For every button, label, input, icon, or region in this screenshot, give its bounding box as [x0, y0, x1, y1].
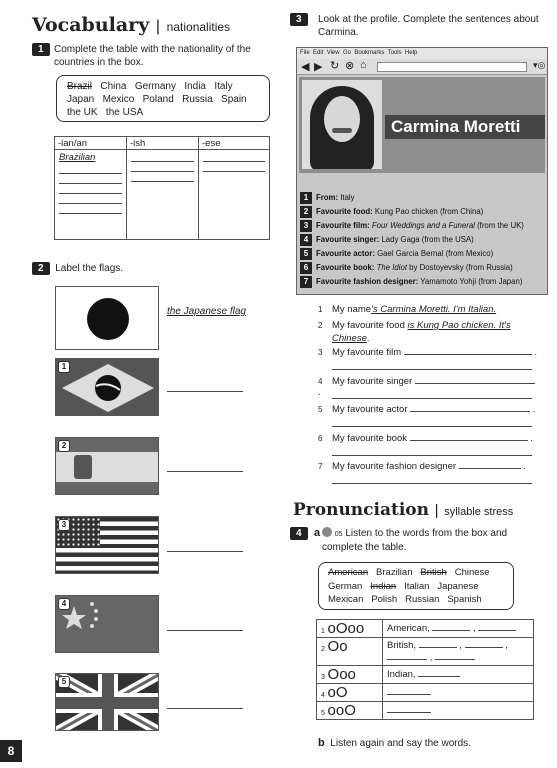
- audio-track: 05: [334, 531, 343, 538]
- menu-tools[interactable]: Tools: [387, 50, 402, 56]
- ex1-instruction: Complete the table with the nationality of the countries in the box.: [54, 44, 251, 68]
- table-header: -ian/an: [55, 137, 127, 150]
- ex3-instruction: Look at the profile. Complete the sentences about Carmina.: [318, 14, 539, 38]
- sentence-5: 5 My favourite actor .: [318, 404, 536, 415]
- answer-line[interactable]: [332, 455, 532, 456]
- pron-heading: Pronunciation | syllable stress: [293, 500, 514, 520]
- spain-coat-of-arms: [74, 455, 92, 479]
- country-word: Italy: [214, 81, 233, 92]
- country-word: China: [100, 81, 127, 92]
- menu-edit[interactable]: Edit: [313, 50, 324, 56]
- country-row-2: [67, 93, 259, 106]
- menu-go[interactable]: Go: [342, 50, 351, 56]
- country-word: Mexico: [102, 94, 135, 105]
- sentence-7: 7 My favourite fashion designer .: [318, 461, 527, 472]
- home-icon[interactable]: ⌂: [360, 59, 367, 71]
- ex4-part-b-instruction: Listen again and say the words.: [330, 738, 471, 749]
- ex4-part-a: a: [314, 527, 321, 539]
- flag-answer-line[interactable]: [167, 551, 243, 552]
- country-word: Russia: [182, 94, 213, 105]
- stop-icon[interactable]: ⊗: [345, 60, 355, 72]
- ex3-header: [290, 13, 540, 39]
- example-answer: Brazilian: [59, 152, 96, 163]
- country-word: Japan: [67, 94, 95, 105]
- flag-japan: [55, 286, 159, 350]
- answer-line[interactable]: [332, 398, 532, 399]
- go-icon[interactable]: ▾◎: [533, 60, 546, 70]
- word-box: [318, 562, 514, 610]
- stress-row: 4 oO: [317, 684, 534, 702]
- profile-name-banner: [385, 115, 545, 139]
- ex4-header: [290, 527, 548, 554]
- table-col-ian[interactable]: [55, 150, 127, 240]
- country-box: [56, 75, 270, 122]
- menu-file[interactable]: File: [300, 50, 310, 56]
- browser-menu-bar: [297, 48, 547, 59]
- profile-row: 2 Favourite food: Kung Pao chicken (from China): [300, 206, 544, 219]
- table-col-ish[interactable]: [127, 150, 199, 240]
- profile-row: 4 Favourite singer: Lady Gaga (from the USA): [300, 234, 544, 247]
- ex4-instruction: Listen to the words from the box and complete the table.: [322, 528, 508, 553]
- menu-bookmarks[interactable]: Bookmarks: [354, 50, 385, 56]
- flag-number: 5: [58, 676, 70, 688]
- country-word: Germany: [134, 81, 176, 92]
- nationality-table: [54, 136, 270, 240]
- country-row-1: [67, 80, 259, 93]
- stress-row: 3 Ooo Indian,: [317, 666, 534, 684]
- profile-row: 5 Favourite actor: Gael Garcia Bernal (from Mexico): [300, 248, 544, 261]
- sentence-3: 3 My favourite film .: [318, 347, 538, 358]
- flag-china: [55, 595, 159, 653]
- sentence-2: 2 My favourite food is Kung Pao chicken. It's Chinese.: [318, 320, 511, 344]
- sentence-4: 4 My favourite singer .: [318, 376, 540, 398]
- vocab-title: Vocabulary: [32, 14, 150, 36]
- flag-answer-line[interactable]: [167, 630, 243, 631]
- pron-subtitle: syllable stress: [444, 506, 514, 518]
- table-header: -ese: [199, 137, 270, 150]
- vocab-subtitle: nationalities: [166, 20, 231, 34]
- flag-spain: [55, 437, 159, 495]
- country-word: Brazil: [67, 81, 93, 92]
- country-word: the UK: [67, 107, 98, 118]
- flag-number: 1: [58, 361, 70, 373]
- profile-row: 1 From: Italy: [300, 192, 544, 205]
- word-row-1: American Brazilian British Chinese: [328, 567, 490, 578]
- profile-photo: [302, 80, 382, 169]
- flag-answer-line[interactable]: [167, 471, 243, 472]
- flag-answer-line[interactable]: [167, 708, 243, 709]
- ex2-header: [32, 262, 123, 275]
- stress-table: [316, 619, 534, 720]
- pron-title: Pronunciation: [293, 500, 429, 520]
- vocab-heading: Vocabulary | nationalities: [32, 14, 231, 36]
- profile-row: 3 Favourite film: Four Weddings and a Funeral (from the UK): [300, 220, 544, 233]
- sentence-6: 6 My favourite book .: [318, 433, 533, 444]
- profile-row: 7 Favourite fashion designer: Yamamoto Yohji (from Japan): [300, 276, 544, 289]
- country-row-3: [67, 106, 259, 119]
- answer-line[interactable]: [332, 483, 532, 484]
- reload-icon[interactable]: ↻: [330, 60, 340, 72]
- country-word: the USA: [105, 107, 144, 118]
- flag-number: 2: [58, 440, 70, 452]
- answer-line[interactable]: [332, 369, 532, 370]
- flag-brazil: [55, 358, 159, 416]
- ex1-header: [32, 43, 272, 69]
- word-row-2: German Indian Italian Japanese: [328, 580, 479, 592]
- ex2-number: 2: [32, 262, 50, 275]
- japan-circle: [87, 298, 129, 340]
- flag-example-label: the Japanese flag: [167, 306, 246, 317]
- ex4-part-b: b Listen again and say the words.: [318, 737, 471, 749]
- answer-line[interactable]: [332, 426, 532, 427]
- ex3-number: 3: [290, 13, 308, 26]
- ex1-number: 1: [32, 43, 50, 56]
- back-arrow-icon[interactable]: ◀: [301, 61, 310, 73]
- stress-row: 2 Oo British, , , ,: [317, 638, 534, 666]
- page-number: 8: [0, 740, 22, 762]
- stress-row: 5 ooO: [317, 702, 534, 720]
- country-word: Poland: [142, 94, 174, 105]
- ex2-instruction: Label the flags.: [55, 263, 124, 274]
- country-word: India: [184, 81, 206, 92]
- flag-uk: [55, 673, 159, 731]
- ex4-number: 4: [290, 527, 308, 540]
- table-header: -ish: [127, 137, 199, 150]
- profile-row: 6 Favourite book: The Idiot by Dostoyevsky (from Russia): [300, 262, 544, 275]
- word-row-3: Mexican Polish Russian Spanish: [328, 594, 482, 605]
- address-bar[interactable]: [377, 62, 527, 72]
- menu-view[interactable]: View: [326, 50, 340, 56]
- profile-header: [299, 77, 545, 173]
- country-word: Spain: [221, 94, 247, 105]
- stress-row: 1 oOoo American, ,: [317, 620, 534, 638]
- flag-usa: [55, 516, 159, 574]
- flag-number: 3: [58, 519, 70, 531]
- flag-answer-line[interactable]: [167, 391, 243, 392]
- forward-arrow-icon[interactable]: ▶: [314, 61, 323, 73]
- flag-number: 4: [58, 598, 70, 610]
- browser-toolbar: [297, 59, 547, 75]
- table-col-ese[interactable]: [199, 150, 270, 240]
- profile-name: Carmina Moretti: [391, 117, 521, 136]
- sentence-1: 1 My name's Carmina Moretti. I'm Italian.: [318, 304, 497, 315]
- menu-help[interactable]: Help: [404, 50, 418, 56]
- audio-icon[interactable]: [322, 527, 332, 537]
